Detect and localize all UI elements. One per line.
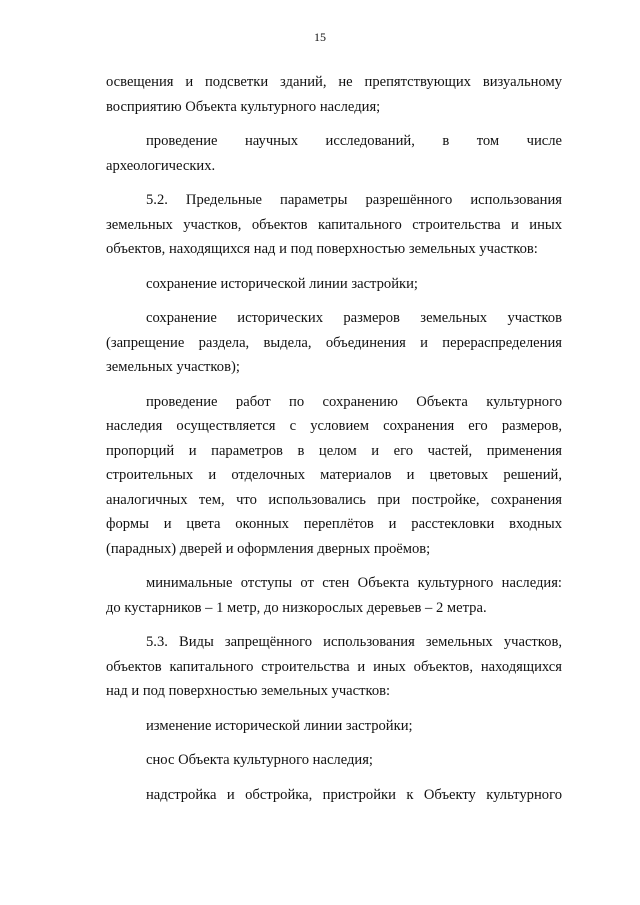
paragraph <box>106 630 562 704</box>
text-line: снос Объекта культурного наследия; <box>146 752 373 768</box>
paragraph <box>106 748 562 773</box>
paragraph <box>106 390 562 562</box>
page-number: 15 <box>314 30 326 44</box>
text-line: восприятию Объекта культурного наследия; <box>106 98 381 115</box>
text-line: строительных и отделочных материалов и цветовых решений, <box>106 467 562 483</box>
text-line: формы и цвета оконных переплётов и расстекловки входных <box>106 516 562 532</box>
text-line: (запрещение раздела, выдела, объединения и перераспределения <box>106 334 562 351</box>
paragraph <box>106 129 562 178</box>
text-line: минимальные отступы от стен Объекта культурного наследия: <box>146 575 562 591</box>
text-line: сохранение исторических размеров земельных участков <box>146 310 562 326</box>
document-body <box>106 70 562 817</box>
paragraph <box>106 306 562 380</box>
text-line: наследия осуществляется с условием сохранения его размеров, <box>106 418 562 434</box>
text-line: аналогичных тем, что использовались при постройке, сохранения <box>106 491 562 508</box>
text-line: объектов, находящихся над и под поверхностью земельных участков: <box>106 241 538 257</box>
text-line: сохранение исторической линии застройки; <box>146 275 418 292</box>
text-line: над и под поверхностью земельных участков: <box>106 683 391 699</box>
paragraph <box>106 571 562 620</box>
text-line: изменение исторической линии застройки; <box>146 717 413 734</box>
text-line: объектов капитального строительства и иных объектов, находящихся <box>106 658 562 675</box>
text-line: земельных участков, объектов капитального строительства и иных <box>106 216 562 233</box>
text-line: 5.2. Предельные параметры разрешённого использования <box>146 192 562 208</box>
text-line: проведение работ по сохранению Объекта культурного <box>146 393 562 410</box>
paragraph <box>106 272 562 297</box>
text-line: пропорций и параметров в целом и его частей, применения <box>106 442 562 459</box>
text-line: освещения и подсветки зданий, не препятствующих визуальному <box>106 74 562 90</box>
paragraph <box>106 70 562 119</box>
text-line: археологических. <box>106 157 216 174</box>
paragraph <box>106 714 562 739</box>
text-line: надстройка и обстройка, пристройки к Объекту культурного <box>146 786 562 803</box>
text-line: 5.3. Виды запрещённого использования земельных участков, <box>146 634 562 650</box>
text-line: проведение научных исследований, в том числе <box>146 133 562 149</box>
paragraph <box>106 188 562 262</box>
text-line: земельных участков); <box>106 359 240 375</box>
text-line: (парадных) дверей и оформления дверных проёмов; <box>106 540 431 557</box>
paragraph <box>106 783 562 808</box>
text-line: до кустарников – 1 метр, до низкорослых деревьев – 2 метра. <box>106 599 487 616</box>
